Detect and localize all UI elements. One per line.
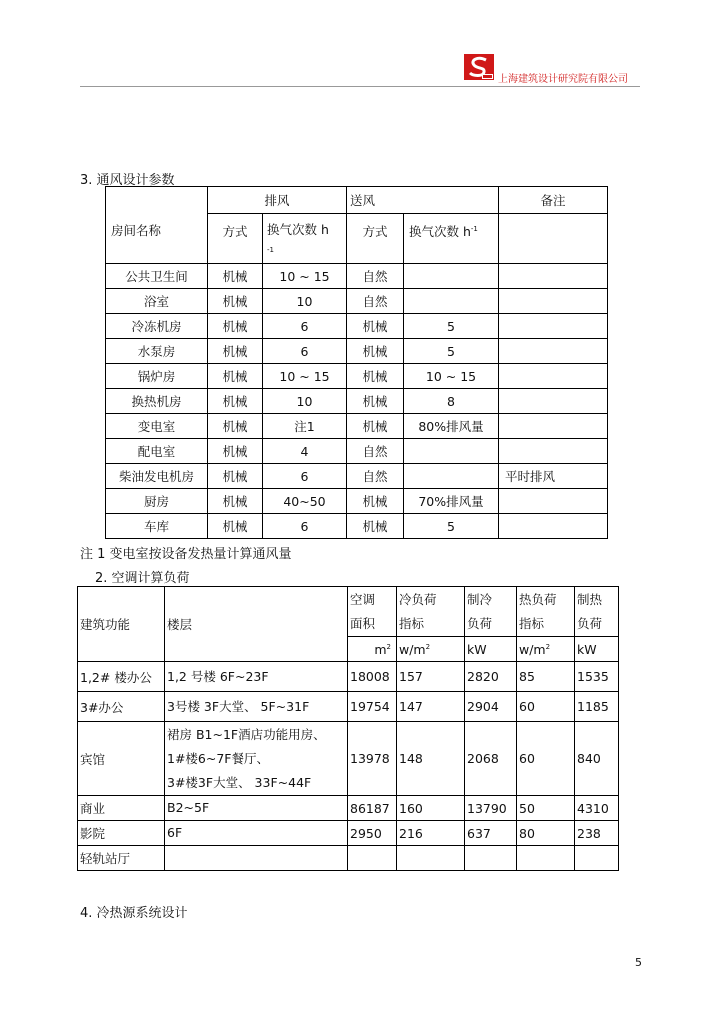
room-name-cell: 变电室	[106, 414, 208, 439]
heat-index-cell: 85	[517, 662, 575, 692]
supply-rate-cell: 8	[404, 389, 499, 414]
floor-cell	[165, 846, 348, 871]
table-row	[106, 264, 608, 289]
function-cell: 影院	[78, 821, 165, 846]
cool-load-cell: 637	[465, 821, 517, 846]
ac-load-table	[77, 586, 619, 871]
exhaust-rate-cell: 6	[263, 339, 347, 364]
exhaust-rate-cell: 4	[263, 439, 347, 464]
room-name-cell: 锅炉房	[106, 364, 208, 389]
cool-load-header: 制冷 负荷	[465, 587, 517, 637]
table-row	[106, 414, 608, 439]
heat-load-header: 制热 负荷	[575, 587, 619, 637]
area-cell: 13978	[348, 722, 397, 796]
supply-method-cell: 机械	[347, 414, 404, 439]
cool-load-cell: 13790	[465, 796, 517, 821]
exhaust-rate-header: 换气次数 h $^{-1}$	[263, 214, 347, 264]
room-name-cell: 浴室	[106, 289, 208, 314]
exhaust-method-cell: 机械	[208, 364, 263, 389]
exhaust-rate-cell: 10	[263, 289, 347, 314]
floor-header: 楼层	[165, 587, 348, 662]
function-cell: 宾馆	[78, 722, 165, 796]
cool-index-cell: 147	[397, 692, 465, 722]
cool-index-cell	[397, 846, 465, 871]
floor-cell: 1,2 号楼 6F~23F	[165, 662, 348, 692]
cool-load-cell: 2068	[465, 722, 517, 796]
table-row	[106, 514, 608, 539]
exhaust-method-cell: 机械	[208, 414, 263, 439]
supply-rate-cell: 10 ~ 15	[404, 364, 499, 389]
page-number: 5	[635, 956, 642, 969]
table-row	[106, 439, 608, 464]
exhaust-rate-cell: 6	[263, 314, 347, 339]
table-row	[78, 692, 619, 722]
room-name-cell: 冷冻机房	[106, 314, 208, 339]
room-name-cell: 厨房	[106, 489, 208, 514]
heat-load-cell: 1535	[575, 662, 619, 692]
room-name-cell: 换热机房	[106, 389, 208, 414]
area-cell: 19754	[348, 692, 397, 722]
heat-index-cell: 60	[517, 722, 575, 796]
exhaust-method-cell: 机械	[208, 439, 263, 464]
area-cell: 86187	[348, 796, 397, 821]
supply-rate-cell	[404, 289, 499, 314]
heat-load-cell: 4310	[575, 796, 619, 821]
section4-heading: 4. 冷热源系统设计	[80, 906, 188, 921]
cool-load-unit: kW	[465, 637, 517, 662]
room-name-cell: 公共卫生间	[106, 264, 208, 289]
cool-index-unit: $w/m^2$	[397, 637, 465, 662]
supply-rate-cell: 5	[404, 314, 499, 339]
exhaust-group-header: 排风	[208, 187, 347, 214]
exhaust-rate-cell: 注1	[263, 414, 347, 439]
area-unit: $m^2$	[348, 637, 397, 662]
company-name: 上海建筑设计研究院有限公司	[498, 74, 628, 85]
supply-method-cell: 机械	[347, 389, 404, 414]
cool-index-cell: 148	[397, 722, 465, 796]
supply-method-cell: 机械	[347, 314, 404, 339]
room-name-header: 房间名称	[106, 187, 208, 264]
function-header: 建筑功能	[78, 587, 165, 662]
heat-index-cell	[517, 846, 575, 871]
table-row	[106, 289, 608, 314]
heat-load-unit: kW	[575, 637, 619, 662]
supply-rate-cell: 70%排风量	[404, 489, 499, 514]
exhaust-method-cell: 机械	[208, 464, 263, 489]
supply-method-cell: 机械	[347, 364, 404, 389]
exhaust-method-cell: 机械	[208, 339, 263, 364]
cool-index-header: 冷负荷 指标	[397, 587, 465, 637]
exhaust-method-cell: 机械	[208, 314, 263, 339]
table-row	[78, 821, 619, 846]
supply-method-cell: 自然	[347, 439, 404, 464]
exhaust-rate-cell: 40~50	[263, 489, 347, 514]
supply-rate-header: 换气次数 $h^{-1}$	[404, 214, 499, 264]
room-name-cell: 水泵房	[106, 339, 208, 364]
table-row	[106, 489, 608, 514]
supply-rate-cell	[404, 264, 499, 289]
section3-heading: 3. 通风设计参数	[80, 173, 175, 188]
remark-cell: 平时排风	[499, 464, 608, 489]
heat-index-cell: 50	[517, 796, 575, 821]
exhaust-rate-cell: 10 ~ 15	[263, 364, 347, 389]
area-cell: 18008	[348, 662, 397, 692]
supply-rate-cell: 80%排风量	[404, 414, 499, 439]
heat-load-cell: 840	[575, 722, 619, 796]
supply-method-cell: 机械	[347, 339, 404, 364]
supply-rate-cell: 5	[404, 514, 499, 539]
heat-index-cell: 60	[517, 692, 575, 722]
cool-index-cell: 216	[397, 821, 465, 846]
area-cell	[348, 846, 397, 871]
supply-method-header: 方式	[347, 214, 404, 264]
table-row	[106, 364, 608, 389]
heat-index-header: 热负荷 指标	[517, 587, 575, 637]
exhaust-rate-cell: 6	[263, 514, 347, 539]
heat-load-cell: 238	[575, 821, 619, 846]
remark-cell	[499, 314, 608, 339]
supply-method-cell: 自然	[347, 464, 404, 489]
exhaust-method-cell: 机械	[208, 264, 263, 289]
table-row	[78, 722, 619, 796]
function-cell: 商业	[78, 796, 165, 821]
table-row	[106, 389, 608, 414]
function-cell: 1,2# 楼办公	[78, 662, 165, 692]
floor-cell: 3号楼 3F大堂、 5F~31F	[165, 692, 348, 722]
room-name-cell: 柴油发电机房	[106, 464, 208, 489]
room-name-cell: 配电室	[106, 439, 208, 464]
table-row	[78, 796, 619, 821]
remark-cell	[499, 414, 608, 439]
header-rule	[80, 86, 640, 87]
cool-load-cell: 2820	[465, 662, 517, 692]
ac-load-heading: 2. 空调计算负荷	[95, 571, 190, 586]
area-header: 空调 面积	[348, 587, 397, 637]
table-row	[78, 662, 619, 692]
remark-cell	[499, 289, 608, 314]
supply-rate-cell: 5	[404, 339, 499, 364]
exhaust-method-cell: 机械	[208, 389, 263, 414]
remark-cell	[499, 389, 608, 414]
remark-cell	[499, 364, 608, 389]
heat-load-cell	[575, 846, 619, 871]
supply-method-cell: 自然	[347, 289, 404, 314]
area-cell: 2950	[348, 821, 397, 846]
exhaust-rate-cell: 10 ~ 15	[263, 264, 347, 289]
table-row	[106, 464, 608, 489]
table-row	[106, 314, 608, 339]
supply-method-cell: 自然	[347, 264, 404, 289]
table-row	[78, 846, 619, 871]
cool-index-cell: 160	[397, 796, 465, 821]
remark-group-header: 备注	[499, 187, 608, 214]
heat-index-cell: 80	[517, 821, 575, 846]
room-name-cell: 车库	[106, 514, 208, 539]
supply-rate-cell	[404, 464, 499, 489]
exhaust-rate-cell: 10	[263, 389, 347, 414]
floor-cell: B2~5F	[165, 796, 348, 821]
heat-load-cell: 1185	[575, 692, 619, 722]
exhaust-method-cell: 机械	[208, 289, 263, 314]
remark-cell	[499, 264, 608, 289]
function-cell: 轻轨站厅	[78, 846, 165, 871]
cool-load-cell: 2904	[465, 692, 517, 722]
remark-cell	[499, 439, 608, 464]
supply-method-cell: 机械	[347, 489, 404, 514]
company-logo-icon	[464, 54, 494, 80]
cool-load-cell	[465, 846, 517, 871]
exhaust-method-cell: 机械	[208, 489, 263, 514]
exhaust-method-header: 方式	[208, 214, 263, 264]
supply-rate-cell	[404, 439, 499, 464]
exhaust-method-cell: 机械	[208, 514, 263, 539]
supply-group-header: 送风	[347, 187, 499, 214]
remark-cell	[499, 339, 608, 364]
heat-index-unit: $w/m^2$	[517, 637, 575, 662]
table-row	[106, 339, 608, 364]
exhaust-rate-cell: 6	[263, 464, 347, 489]
floor-cell: 6F	[165, 821, 348, 846]
ventilation-table	[105, 186, 608, 539]
supply-method-cell: 机械	[347, 514, 404, 539]
floor-cell: 裙房 B1~1F酒店功能用房、 1#楼6~7F餐厅、 3#楼3F大堂、 33F~44F	[165, 722, 348, 796]
function-cell: 3#办公	[78, 692, 165, 722]
remark-header-blank	[499, 214, 608, 264]
remark-cell	[499, 489, 608, 514]
cool-index-cell: 157	[397, 662, 465, 692]
remark-cell	[499, 514, 608, 539]
ventilation-note: 注 1 变电室按设备发热量计算通风量	[80, 547, 292, 562]
